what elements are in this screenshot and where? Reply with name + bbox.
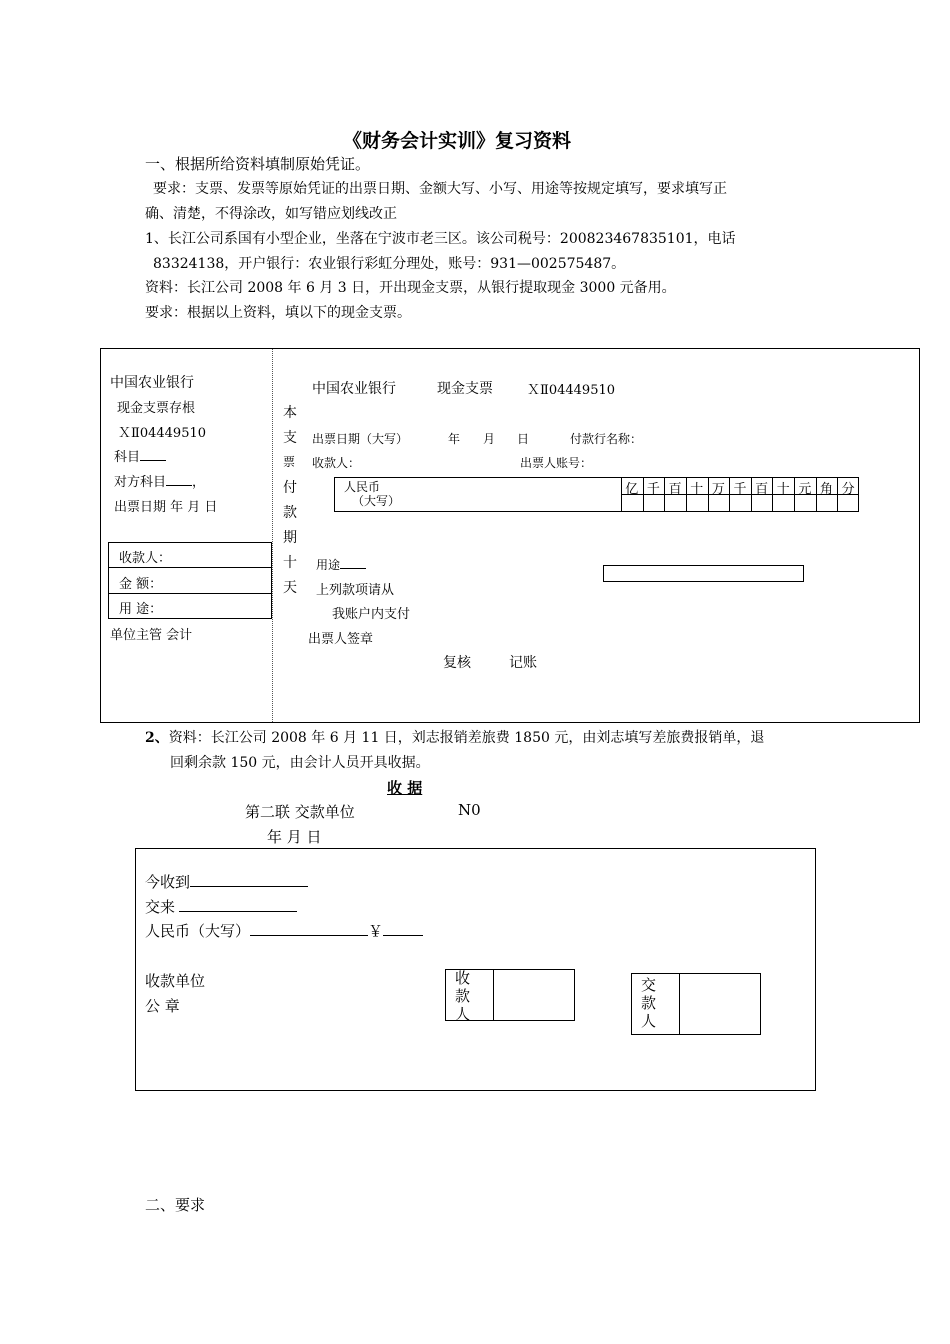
issue-month: 月	[483, 432, 496, 446]
payee-label: 收款人：	[312, 456, 361, 470]
payer-bank-label: 付款行名称：	[570, 432, 643, 446]
drawer-account-label: 出票人账号：	[520, 456, 593, 470]
amount-digit-label: 百	[668, 482, 682, 497]
item1-line2: 83324138，开户银行：农业银行彩虹分理处，账号：931—002575487。	[153, 256, 626, 272]
amount-digit-label: 亿	[625, 482, 639, 497]
item1-data: 资料：长江公司 2008 年 6 月 3 日，开出现金支票，从银行提取现金 3000 元备用。	[145, 280, 676, 296]
receipt-no: N0	[458, 801, 481, 819]
vertical-char: 天	[283, 580, 297, 596]
amount-digit-cell[interactable]	[751, 495, 773, 511]
seal-label: 公 章	[145, 997, 180, 1015]
amount-digit-label: 万	[711, 482, 725, 497]
payer-box-divider	[679, 973, 680, 1035]
receipt-copy: 第二联 交款单位	[245, 803, 355, 821]
stub-bank: 中国农业银行	[110, 375, 194, 391]
amount-digit-label: 分	[841, 482, 855, 497]
purpose-label: 用途	[316, 554, 366, 573]
stub-signers: 单位主管 会计	[110, 628, 193, 643]
collector-char: 款	[455, 987, 471, 1005]
receipt-date: 年 月 日	[267, 828, 322, 846]
section2-heading: 二、要求	[145, 1196, 206, 1214]
amount-digit-label: 十	[776, 482, 790, 497]
amount-digit-cell[interactable]	[816, 495, 838, 511]
payer-char: 款	[641, 994, 657, 1012]
stub-payee: 收款人：	[119, 551, 172, 566]
stub-purpose: 用 途：	[119, 602, 163, 617]
collector-char: 人	[455, 1005, 471, 1023]
payer-char: 交	[641, 976, 657, 994]
requirement-line1: 要求：支票、发票等原始凭证的出票日期、金额大写、小写、用途等按规定填写，要求填写正	[153, 181, 727, 197]
amount-digit-cell[interactable]	[643, 495, 665, 511]
amount-digit-label: 千	[733, 482, 747, 497]
section1-heading: 一、根据所给资料填制原始凭证。	[145, 155, 371, 173]
stub-date: 出票日期 年 月 日	[114, 500, 218, 515]
amount-digit-label: 角	[820, 482, 834, 497]
vertical-char: 十	[283, 555, 297, 571]
amount-digit-label: 百	[755, 482, 769, 497]
stub-amount: 金 额：	[119, 577, 163, 592]
amount-digit-cell[interactable]	[837, 495, 859, 511]
note-line2: 我账户内支付	[332, 607, 411, 622]
stub-name: 现金支票存根	[117, 401, 196, 416]
stub-number: ＸⅡ04449510	[118, 426, 207, 441]
rmb-daxie-label: （大写）	[352, 494, 401, 508]
stub-subject: 科目	[114, 446, 166, 465]
item1-requirement: 要求：根据以上资料，填以下的现金支票。	[145, 305, 411, 321]
cheque-bank: 中国农业银行	[312, 381, 396, 397]
review-label: 复核	[443, 655, 471, 671]
stub-divider	[272, 349, 273, 722]
stub-counter-subject: 对方科目 ，	[114, 471, 205, 490]
paid-for-label: 交来	[145, 896, 297, 917]
received-from-label: 今收到	[145, 871, 308, 892]
amount-digit-cell[interactable]	[686, 495, 708, 511]
amount-digit-label: 千	[646, 482, 660, 497]
stub-line	[108, 593, 272, 594]
stub-line	[108, 567, 272, 568]
receiving-unit-label: 收款单位	[145, 972, 206, 990]
rmb-daxie-line: 人民币（大写） ￥	[145, 920, 423, 941]
vertical-char: 款	[283, 505, 297, 521]
item2-line1: 2、资料：长江公司 2008 年 6 月 11 日，刘志报销差旅费 1850 元，由刘志填写差旅费报销单，退	[145, 730, 765, 746]
note-line1: 上列款项请从	[316, 583, 395, 598]
cheque-title: 现金支票	[437, 381, 493, 397]
vertical-char: 期	[283, 530, 297, 546]
amount-digit-cell[interactable]	[621, 495, 643, 511]
collector-box-divider	[493, 969, 494, 1021]
drawer-seal-label: 出票人签章	[308, 632, 374, 647]
amount-digit-label: 十	[690, 482, 704, 497]
requirement-line2: 确、清楚，不得涂改，如写错应划线改正	[145, 206, 397, 222]
amount-digit-cell[interactable]	[664, 495, 686, 511]
rmb-label: 人民币	[344, 480, 381, 494]
item1-line1: 1、长江公司系国有小型企业，坐落在宁波市老三区。该公司税号：200823467835101，电话	[145, 231, 736, 247]
amount-digit-cell[interactable]	[772, 495, 794, 511]
bookkeep-label: 记账	[509, 655, 537, 671]
vertical-char: 支	[283, 430, 297, 446]
amount-digit-label: 元	[798, 482, 812, 497]
page-title: 《财务会计实训》复习资料	[343, 130, 572, 152]
receipt-title: 收 据	[387, 779, 423, 797]
amount-digit-cell[interactable]	[729, 495, 751, 511]
collector-char: 收	[455, 969, 471, 987]
password-box[interactable]	[603, 565, 804, 582]
vertical-char: 票	[283, 455, 296, 469]
vertical-char: 付	[283, 480, 297, 496]
issue-year: 年	[448, 432, 461, 446]
amount-digit-cell[interactable]	[708, 495, 730, 511]
vertical-char: 本	[283, 405, 297, 421]
payer-char: 人	[641, 1012, 657, 1030]
cheque-number: ＸⅡ04449510	[527, 383, 616, 398]
amount-digit-cell[interactable]	[794, 495, 816, 511]
issue-date-label: 出票日期（大写）	[312, 432, 409, 446]
item2-line2: 回剩余款 150 元，由会计人员开具收据。	[170, 755, 430, 771]
issue-day: 日	[517, 432, 530, 446]
